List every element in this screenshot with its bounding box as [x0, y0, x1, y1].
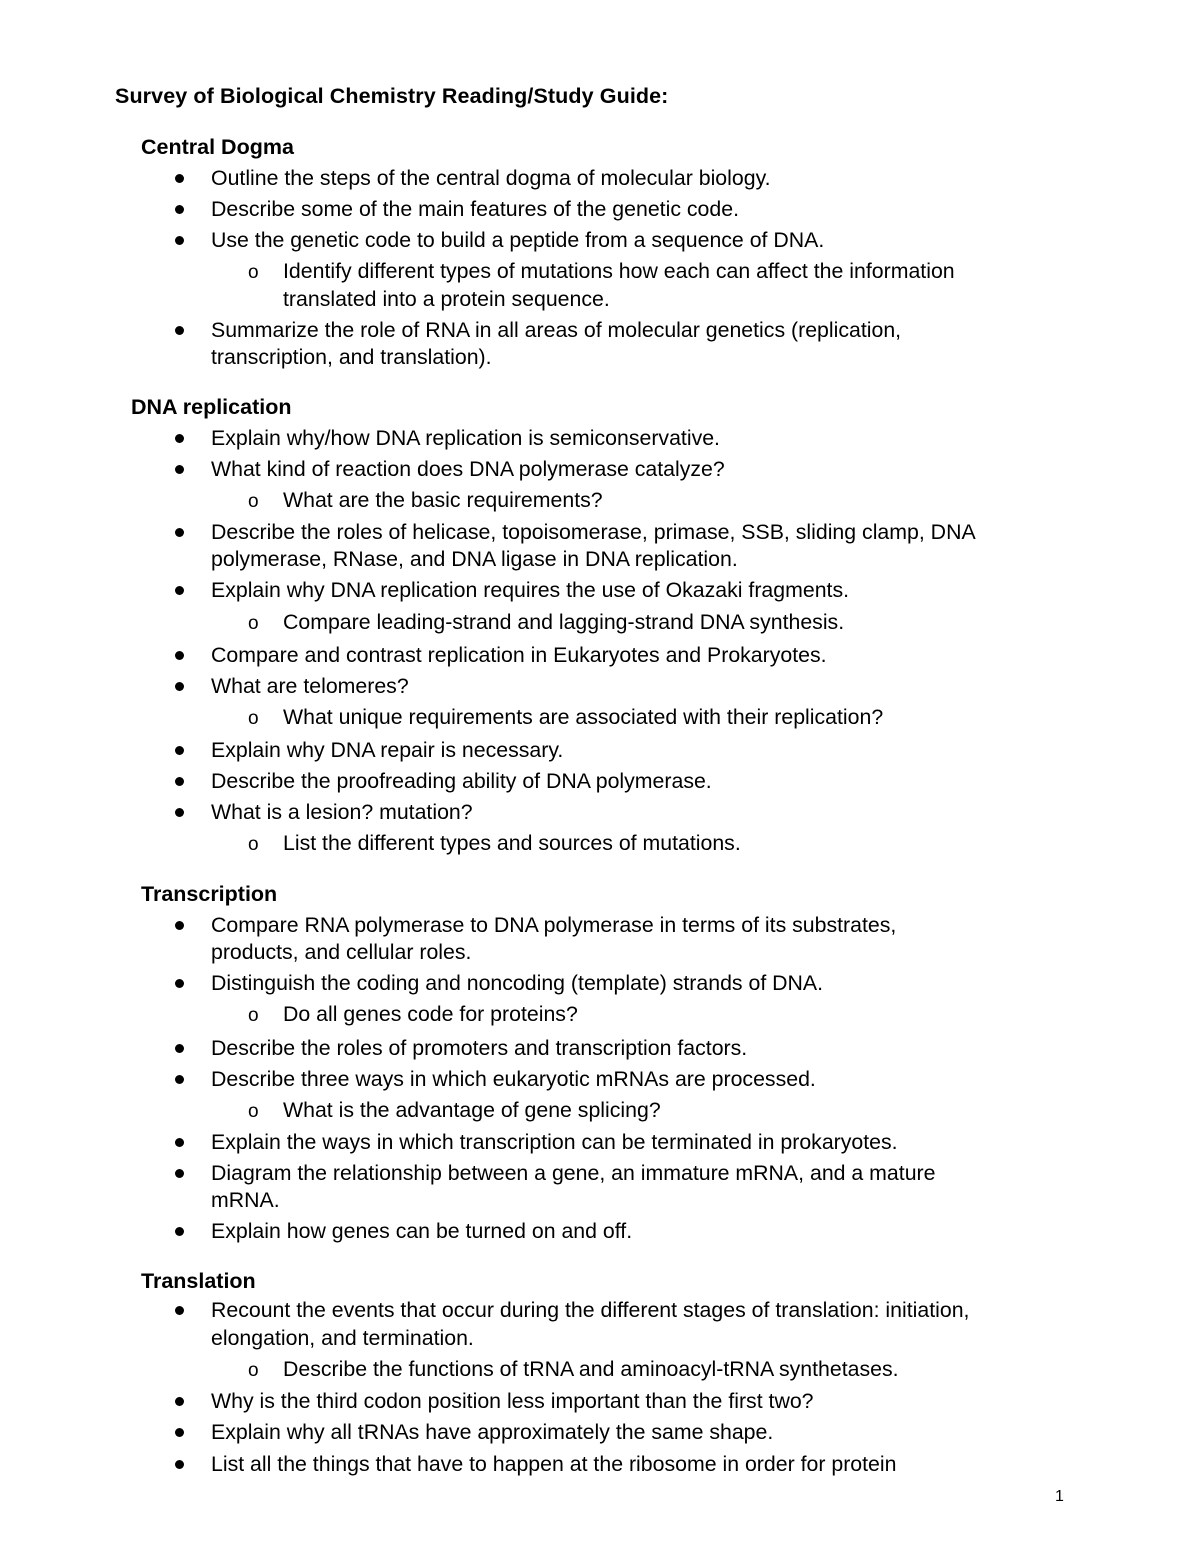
- list-item: Use the genetic code to build a peptide from a sequence of DNA.: [211, 228, 825, 252]
- list-item: List the different types and sources of mutations.: [283, 831, 741, 855]
- bullet-icon: [175, 1227, 184, 1236]
- list-item: List all the things that have to happen at the ribosome in order for protein: [211, 1452, 897, 1476]
- bullet-icon: [175, 1138, 184, 1147]
- list-item: Explain the ways in which transcription can be terminated in prokaryotes.: [211, 1130, 898, 1154]
- sub-bullet-icon: o: [248, 262, 259, 283]
- bullet-icon: [175, 1397, 184, 1406]
- list-item: Describe three ways in which eukaryotic mRNAs are processed.: [211, 1067, 816, 1091]
- list-item: What kind of reaction does DNA polymerase catalyze?: [211, 457, 725, 481]
- list-item: Do all genes code for proteins?: [283, 1002, 578, 1026]
- sub-bullet-icon: o: [248, 1360, 259, 1381]
- sub-bullet-icon: o: [248, 613, 259, 634]
- list-item: Describe the roles of promoters and transcription factors.: [211, 1036, 748, 1060]
- bullet-icon: [175, 979, 184, 988]
- bullet-icon: [175, 746, 184, 755]
- list-item: What is the advantage of gene splicing?: [283, 1098, 661, 1122]
- bullet-icon: [175, 682, 184, 691]
- sub-bullet-icon: o: [248, 708, 259, 729]
- bullet-icon: [175, 777, 184, 786]
- list-item-continuation: elongation, and termination.: [211, 1326, 474, 1350]
- bullet-icon: [175, 1044, 184, 1053]
- sub-bullet-icon: o: [248, 491, 259, 512]
- bullet-icon: [175, 528, 184, 537]
- list-item: What is a lesion? mutation?: [211, 800, 473, 824]
- list-item: Explain why all tRNAs have approximately the same shape.: [211, 1420, 774, 1444]
- bullet-icon: [175, 434, 184, 443]
- bullet-icon: [175, 808, 184, 817]
- list-item: Explain how genes can be turned on and off.: [211, 1219, 633, 1243]
- bullet-icon: [175, 465, 184, 474]
- list-item: What are telomeres?: [211, 674, 409, 698]
- list-item-continuation: products, and cellular roles.: [211, 940, 472, 964]
- bullet-icon: [175, 1306, 184, 1315]
- list-item: Describe the roles of helicase, topoisomerase, primase, SSB, sliding clamp, DNA: [211, 520, 976, 544]
- list-item: Describe the proofreading ability of DNA polymerase.: [211, 769, 712, 793]
- section-heading-translation: Translation: [141, 1269, 256, 1293]
- bullet-icon: [175, 1169, 184, 1178]
- sub-bullet-icon: o: [248, 1101, 259, 1122]
- list-item: Recount the events that occur during the different stages of translation: initiation,: [211, 1298, 970, 1322]
- bullet-icon: [175, 205, 184, 214]
- list-item: Explain why DNA replication requires the use of Okazaki fragments.: [211, 578, 850, 602]
- section-heading-dna-replication: DNA replication: [131, 395, 292, 419]
- list-item: Summarize the role of RNA in all areas of molecular genetics (replication,: [211, 318, 902, 342]
- list-item: Explain why DNA repair is necessary.: [211, 738, 564, 762]
- bullet-icon: [175, 236, 184, 245]
- sub-bullet-icon: o: [248, 834, 259, 855]
- section-heading-central-dogma: Central Dogma: [141, 135, 294, 159]
- list-item-continuation: transcription, and translation).: [211, 345, 492, 369]
- list-item: Distinguish the coding and noncoding (template) strands of DNA.: [211, 971, 824, 995]
- list-item: Describe the functions of tRNA and aminoacyl-tRNA synthetases.: [283, 1357, 899, 1381]
- list-item-continuation: translated into a protein sequence.: [283, 287, 610, 311]
- bullet-icon: [175, 174, 184, 183]
- list-item: Compare leading-strand and lagging-strand DNA synthesis.: [283, 610, 845, 634]
- list-item: Diagram the relationship between a gene, an immature mRNA, and a mature: [211, 1161, 936, 1185]
- bullet-icon: [175, 1428, 184, 1437]
- list-item: Compare RNA polymerase to DNA polymerase in terms of its substrates,: [211, 913, 897, 937]
- list-item-continuation: mRNA.: [211, 1188, 280, 1212]
- bullet-icon: [175, 921, 184, 930]
- page-number: 1: [1055, 1488, 1064, 1505]
- list-item: Compare and contrast replication in Eukaryotes and Prokaryotes.: [211, 643, 827, 667]
- bullet-icon: [175, 651, 184, 660]
- list-item: Explain why/how DNA replication is semiconservative.: [211, 426, 720, 450]
- section-heading-transcription: Transcription: [141, 882, 278, 906]
- list-item: What unique requirements are associated with their replication?: [283, 705, 884, 729]
- list-item: Identify different types of mutations how each can affect the information: [283, 259, 955, 283]
- list-item: Describe some of the main features of the genetic code.: [211, 197, 739, 221]
- list-item: What are the basic requirements?: [283, 488, 603, 512]
- sub-bullet-icon: o: [248, 1005, 259, 1026]
- list-item: Outline the steps of the central dogma of molecular biology.: [211, 166, 771, 190]
- list-item-continuation: polymerase, RNase, and DNA ligase in DNA replication.: [211, 547, 738, 571]
- bullet-icon: [175, 1075, 184, 1084]
- bullet-icon: [175, 1460, 184, 1469]
- page-title: Survey of Biological Chemistry Reading/Study Guide:: [115, 84, 669, 108]
- list-item: Why is the third codon position less important than the first two?: [211, 1389, 814, 1413]
- bullet-icon: [175, 586, 184, 595]
- bullet-icon: [175, 326, 184, 335]
